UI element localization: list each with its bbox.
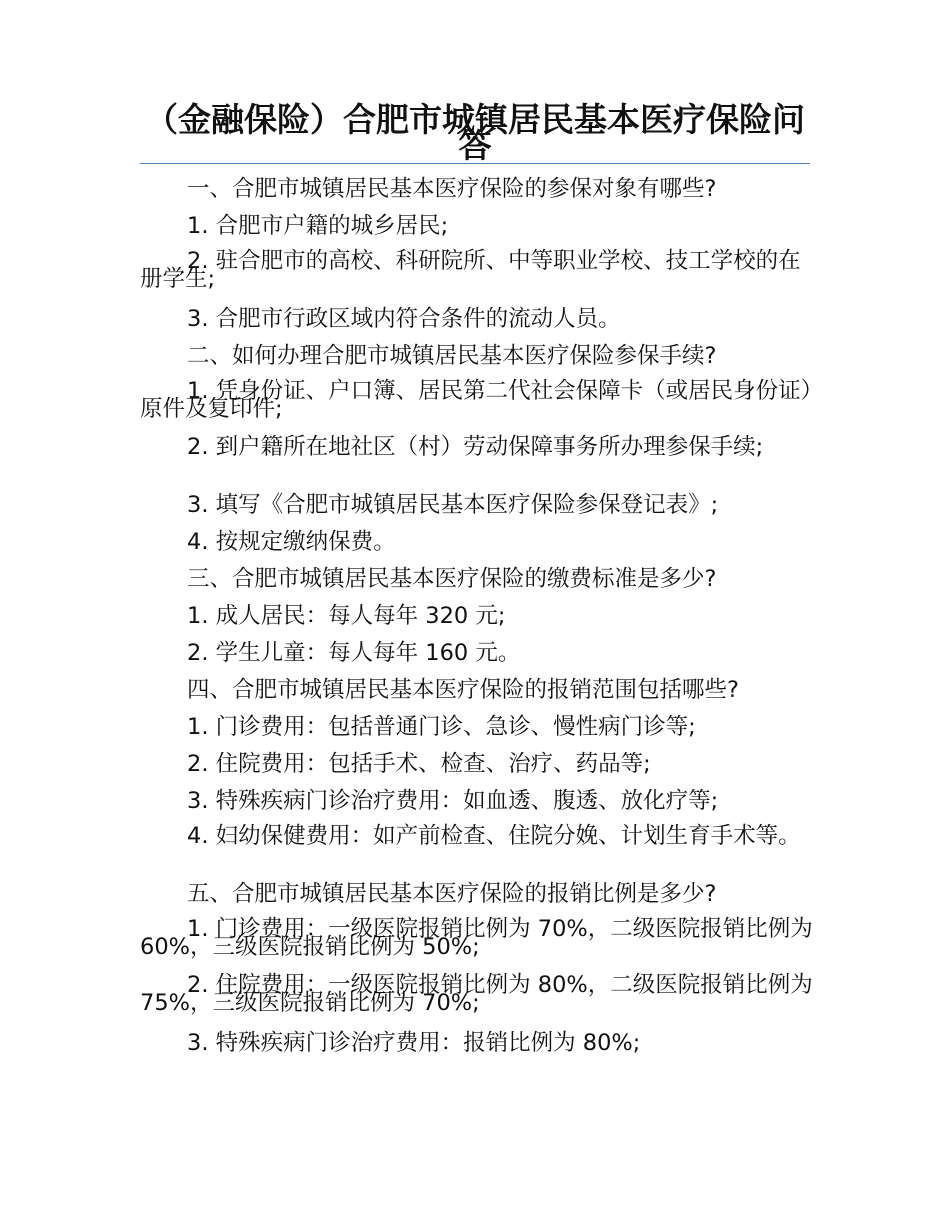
list-item: 1. 门诊费用：包括普通门诊、急诊、慢性病门诊等;: [187, 714, 696, 740]
list-item: 3. 填写《合肥市城镇居民基本医疗保险参保登记表》;: [187, 492, 719, 518]
list-item: 1. 凭身份证、户口簿、居民第二代社会保障卡（或居民身份证）原件及复印件;: [140, 378, 812, 422]
section-heading-1: 一、合肥市城镇居民基本医疗保险的参保对象有哪些?: [187, 176, 717, 202]
section-heading-5: 五、合肥市城镇居民基本医疗保险的报销比例是多少?: [187, 881, 717, 907]
list-item: 1. 门诊费用：一级医院报销比例为 70%，二级医院报销比例为 60%，三级医院报销比例为 50%;: [140, 916, 813, 960]
document-body: [140, 174, 820, 1065]
section-heading-2: 二、如何办理合肥市城镇居民基本医疗保险参保手续?: [187, 343, 717, 369]
list-item: 2. 到户籍所在地社区（村）劳动保障事务所办理参保手续;: [187, 434, 764, 460]
list-item: 4. 妇幼保健费用：如产前检查、住院分娩、计划生育手术等。: [187, 823, 801, 849]
list-item: 2. 住院费用：包括手术、检查、治疗、药品等;: [187, 751, 651, 777]
list-item: 1. 成人居民：每人每年 320 元;: [187, 603, 506, 629]
list-item: 3. 合肥市行政区域内符合条件的流动人员。: [187, 306, 621, 332]
section-heading-4: 四、合肥市城镇居民基本医疗保险的报销范围包括哪些?: [187, 677, 739, 703]
title-block: [140, 100, 810, 165]
list-item: 3. 特殊疾病门诊治疗费用：报销比例为 80%;: [187, 1030, 641, 1056]
list-item: 3. 特殊疾病门诊治疗费用：如血透、腹透、放化疗等;: [187, 788, 719, 814]
section-heading-3: 三、合肥市城镇居民基本医疗保险的缴费标准是多少?: [187, 566, 717, 592]
list-item: 4. 按规定缴纳保费。: [187, 529, 396, 555]
document-title: （金融保险）合肥市城镇居民基本医疗保险问答: [145, 100, 805, 165]
list-item: 2. 学生儿童：每人每年 160 元。: [187, 640, 521, 666]
list-item: 1. 合肥市户籍的城乡居民;: [187, 213, 449, 239]
list-item: 2. 驻合肥市的高校、科研院所、中等职业学校、技工学校的在册学生;: [140, 248, 801, 292]
list-item: 2. 住院费用：一级医院报销比例为 80%，二级医院报销比例为 75%，三级医院报销比例为 70%;: [140, 972, 813, 1016]
